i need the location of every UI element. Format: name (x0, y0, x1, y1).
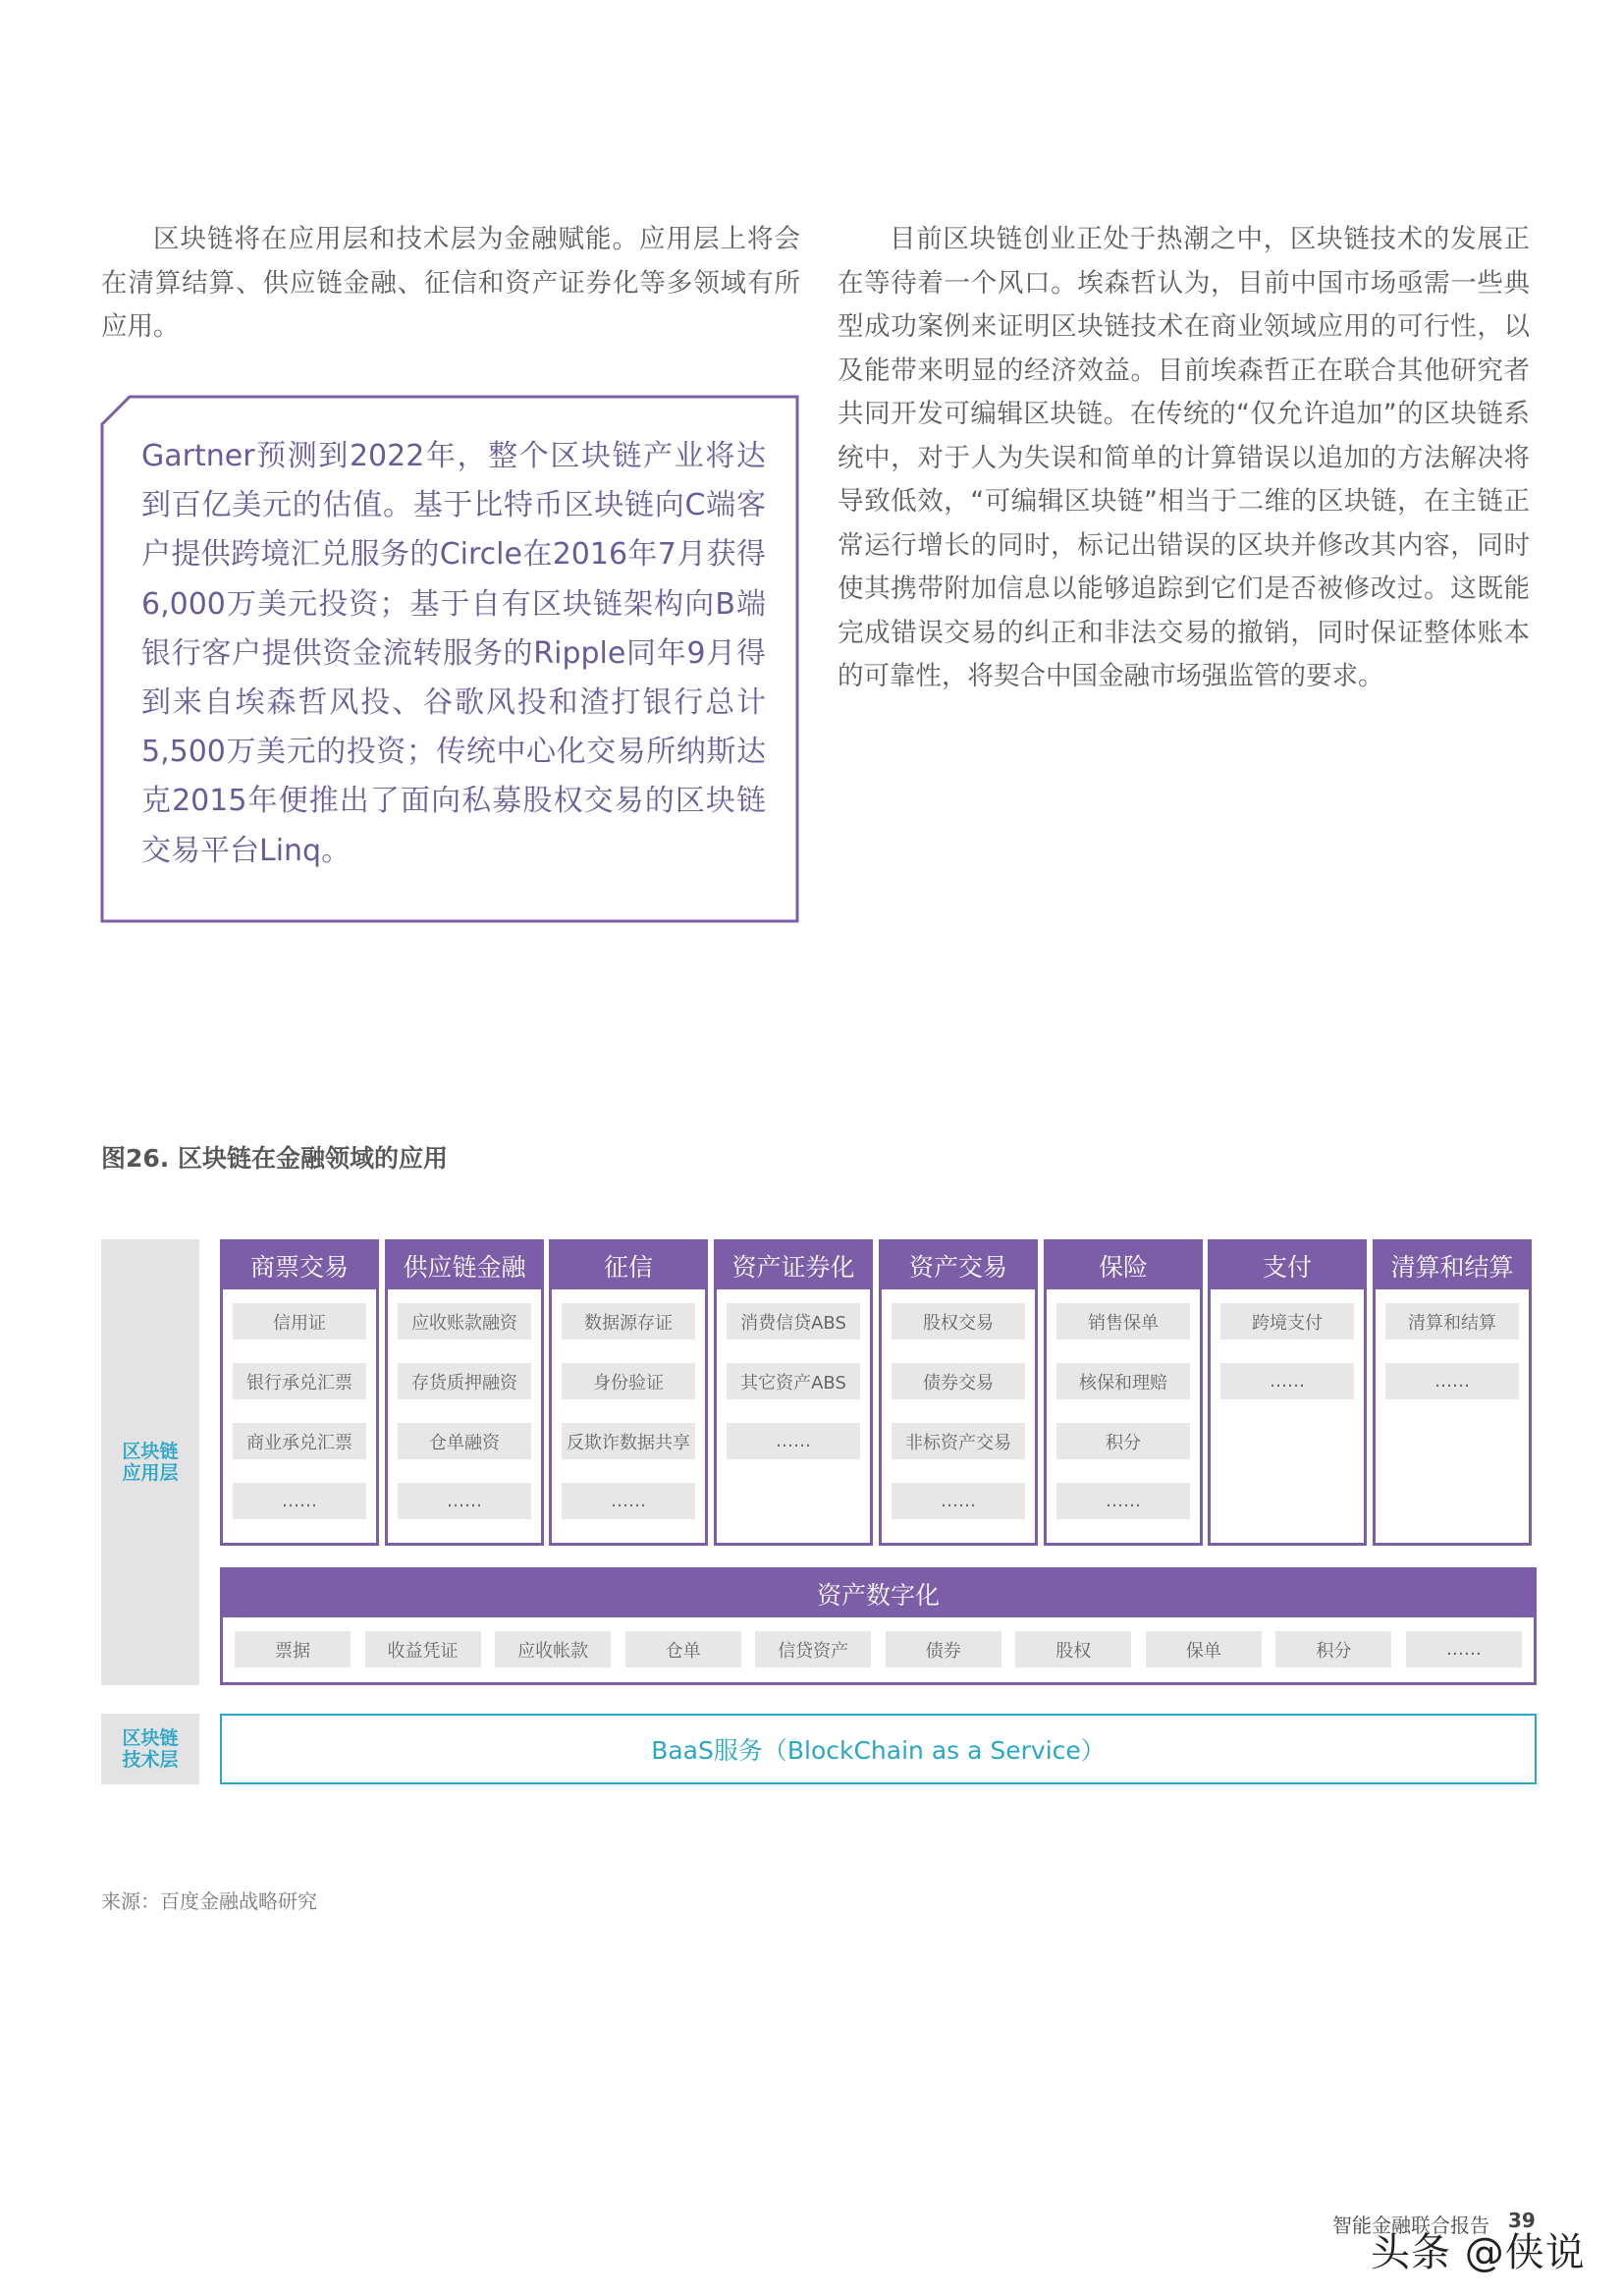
column-items (223, 1289, 376, 1519)
column-items (1047, 1289, 1200, 1519)
asset-item: 票据 (235, 1631, 351, 1667)
technology-layer-text: 区块链 技术层 (122, 1727, 179, 1771)
figure-title: 图26. 区块链在金融领域的应用 (101, 1144, 448, 1173)
asset-digitization-items (223, 1617, 1534, 1667)
column-item: 银行承兑汇票 (233, 1363, 366, 1399)
asset-digitization-title: 资产数字化 (223, 1570, 1534, 1617)
column-item: …… (892, 1483, 1025, 1519)
column-title: 资产交易 (882, 1242, 1035, 1289)
column-item: 信用证 (233, 1303, 366, 1339)
column-item: 数据源存证 (562, 1303, 695, 1339)
asset-item: …… (1406, 1631, 1522, 1667)
callout-box (100, 395, 799, 923)
column-item: 商业承兑汇票 (233, 1423, 366, 1459)
application-layer-label (101, 1239, 199, 1685)
asset-item: 债券 (886, 1631, 1001, 1667)
asset-item: 股权 (1015, 1631, 1131, 1667)
column-items (717, 1289, 870, 1459)
column-items (882, 1289, 1035, 1519)
column-title: 征信 (552, 1242, 705, 1289)
column-item: …… (1385, 1363, 1519, 1399)
column-item: …… (1220, 1363, 1354, 1399)
footer-report-name: 智能金融联合报告 (1332, 2214, 1489, 2237)
column-items (1211, 1289, 1364, 1399)
page-number: 39 (1508, 2209, 1536, 2232)
column-item: 应收账款融资 (398, 1303, 531, 1339)
column-item: 股权交易 (892, 1303, 1025, 1339)
column-item: 跨境支付 (1220, 1303, 1354, 1339)
application-layer-text: 区块链 应用层 (122, 1441, 179, 1484)
column-item: 其它资产ABS (727, 1363, 860, 1399)
left-paragraph: 区块链将在应用层和技术层为金融赋能。应用层上将会在清算结算、供应链金融、征信和资产证券化等多领域有所应用。 (101, 224, 800, 342)
source-note: 来源：百度金融战略研究 (101, 1889, 317, 1913)
column-item: …… (1056, 1483, 1190, 1519)
column-item: 消费信贷ABS (727, 1303, 860, 1339)
application-column (220, 1239, 379, 1546)
column-item: 身份验证 (562, 1363, 695, 1399)
column-title: 支付 (1211, 1242, 1364, 1289)
column-item: 仓单融资 (398, 1423, 531, 1459)
column-items (1376, 1289, 1529, 1399)
right-paragraph: 目前区块链创业正处于热潮之中，区块链技术的发展正在等待着一个风口。埃森哲认为，目前中国市场亟需一些典型成功案例来证明区块链技术在商业领域应用的可行性，以及能带来明显的经济效益。目前埃森哲正在联合其他研究者共同开发可编辑区块链。在传统的“仅允许追加”的区块链系统中，对于人为失误和简单的计算错误以追加的方法解决将导致低效，“可编辑区块链”相当于二维的区块链，在主链正常运行增长的同时，标记出错误的区块并修改其内容，同时使其携带附加信息以能够追踪到它们是否被修改过。这既能完成错误交易的纠正和非法交易的撤销，同时保证整体账本的可靠性，将契合中国金融市场强监管的要求。 (838, 224, 1530, 691)
column-items (552, 1289, 705, 1519)
column-item: 清算和结算 (1385, 1303, 1519, 1339)
column-item: …… (562, 1483, 695, 1519)
column-item: 销售保单 (1056, 1303, 1190, 1339)
application-column (549, 1239, 708, 1546)
column-item: 核保和理赔 (1056, 1363, 1190, 1399)
asset-digitization-panel (220, 1567, 1537, 1685)
column-item: 非标资产交易 (892, 1423, 1025, 1459)
application-column (385, 1239, 544, 1546)
column-title: 商票交易 (223, 1242, 376, 1289)
technology-layer-label (101, 1714, 199, 1784)
column-item: …… (727, 1423, 860, 1459)
asset-item: 信贷资产 (755, 1631, 871, 1667)
application-column (1373, 1239, 1532, 1546)
application-column (1208, 1239, 1367, 1546)
column-item: …… (233, 1483, 366, 1519)
column-title: 供应链金融 (388, 1242, 541, 1289)
asset-item: 应收帐款 (495, 1631, 611, 1667)
application-column (879, 1239, 1038, 1546)
asset-item: 收益凭证 (365, 1631, 481, 1667)
asset-item: 保单 (1146, 1631, 1262, 1667)
callout-text: Gartner预测到2022年，整个区块链产业将达到百亿美元的估值。基于比特币区块链向C端客户提供跨境汇兑服务的Circle在2016年7月获得6,000万美元投资；基于自有区块链架构向B端银行客户提供资金流转服务的Ripple同年9月得到来自埃森哲风投、谷歌风投和渣打银行总计5,500万美元的投资；传统中心化交易所纳斯达克2015年便推出了面向私募股权交易的区块链交易平台Linq。 (141, 439, 766, 868)
asset-item: 积分 (1275, 1631, 1391, 1667)
application-column (1044, 1239, 1203, 1546)
column-item: 债券交易 (892, 1363, 1025, 1399)
column-item: …… (398, 1483, 531, 1519)
baas-service-box: BaaS服务（BlockChain as a Service） (220, 1714, 1537, 1784)
column-title: 资产证券化 (717, 1242, 870, 1289)
column-item: 存货质押融资 (398, 1363, 531, 1399)
column-item: 反欺诈数据共享 (562, 1423, 695, 1459)
column-title: 清算和结算 (1376, 1242, 1529, 1289)
application-column (714, 1239, 873, 1546)
watermark: 头条 @侠说 (1371, 2230, 1586, 2275)
column-item: 积分 (1056, 1423, 1190, 1459)
column-items (388, 1289, 541, 1519)
asset-item: 仓单 (625, 1631, 741, 1667)
column-title: 保险 (1047, 1242, 1200, 1289)
